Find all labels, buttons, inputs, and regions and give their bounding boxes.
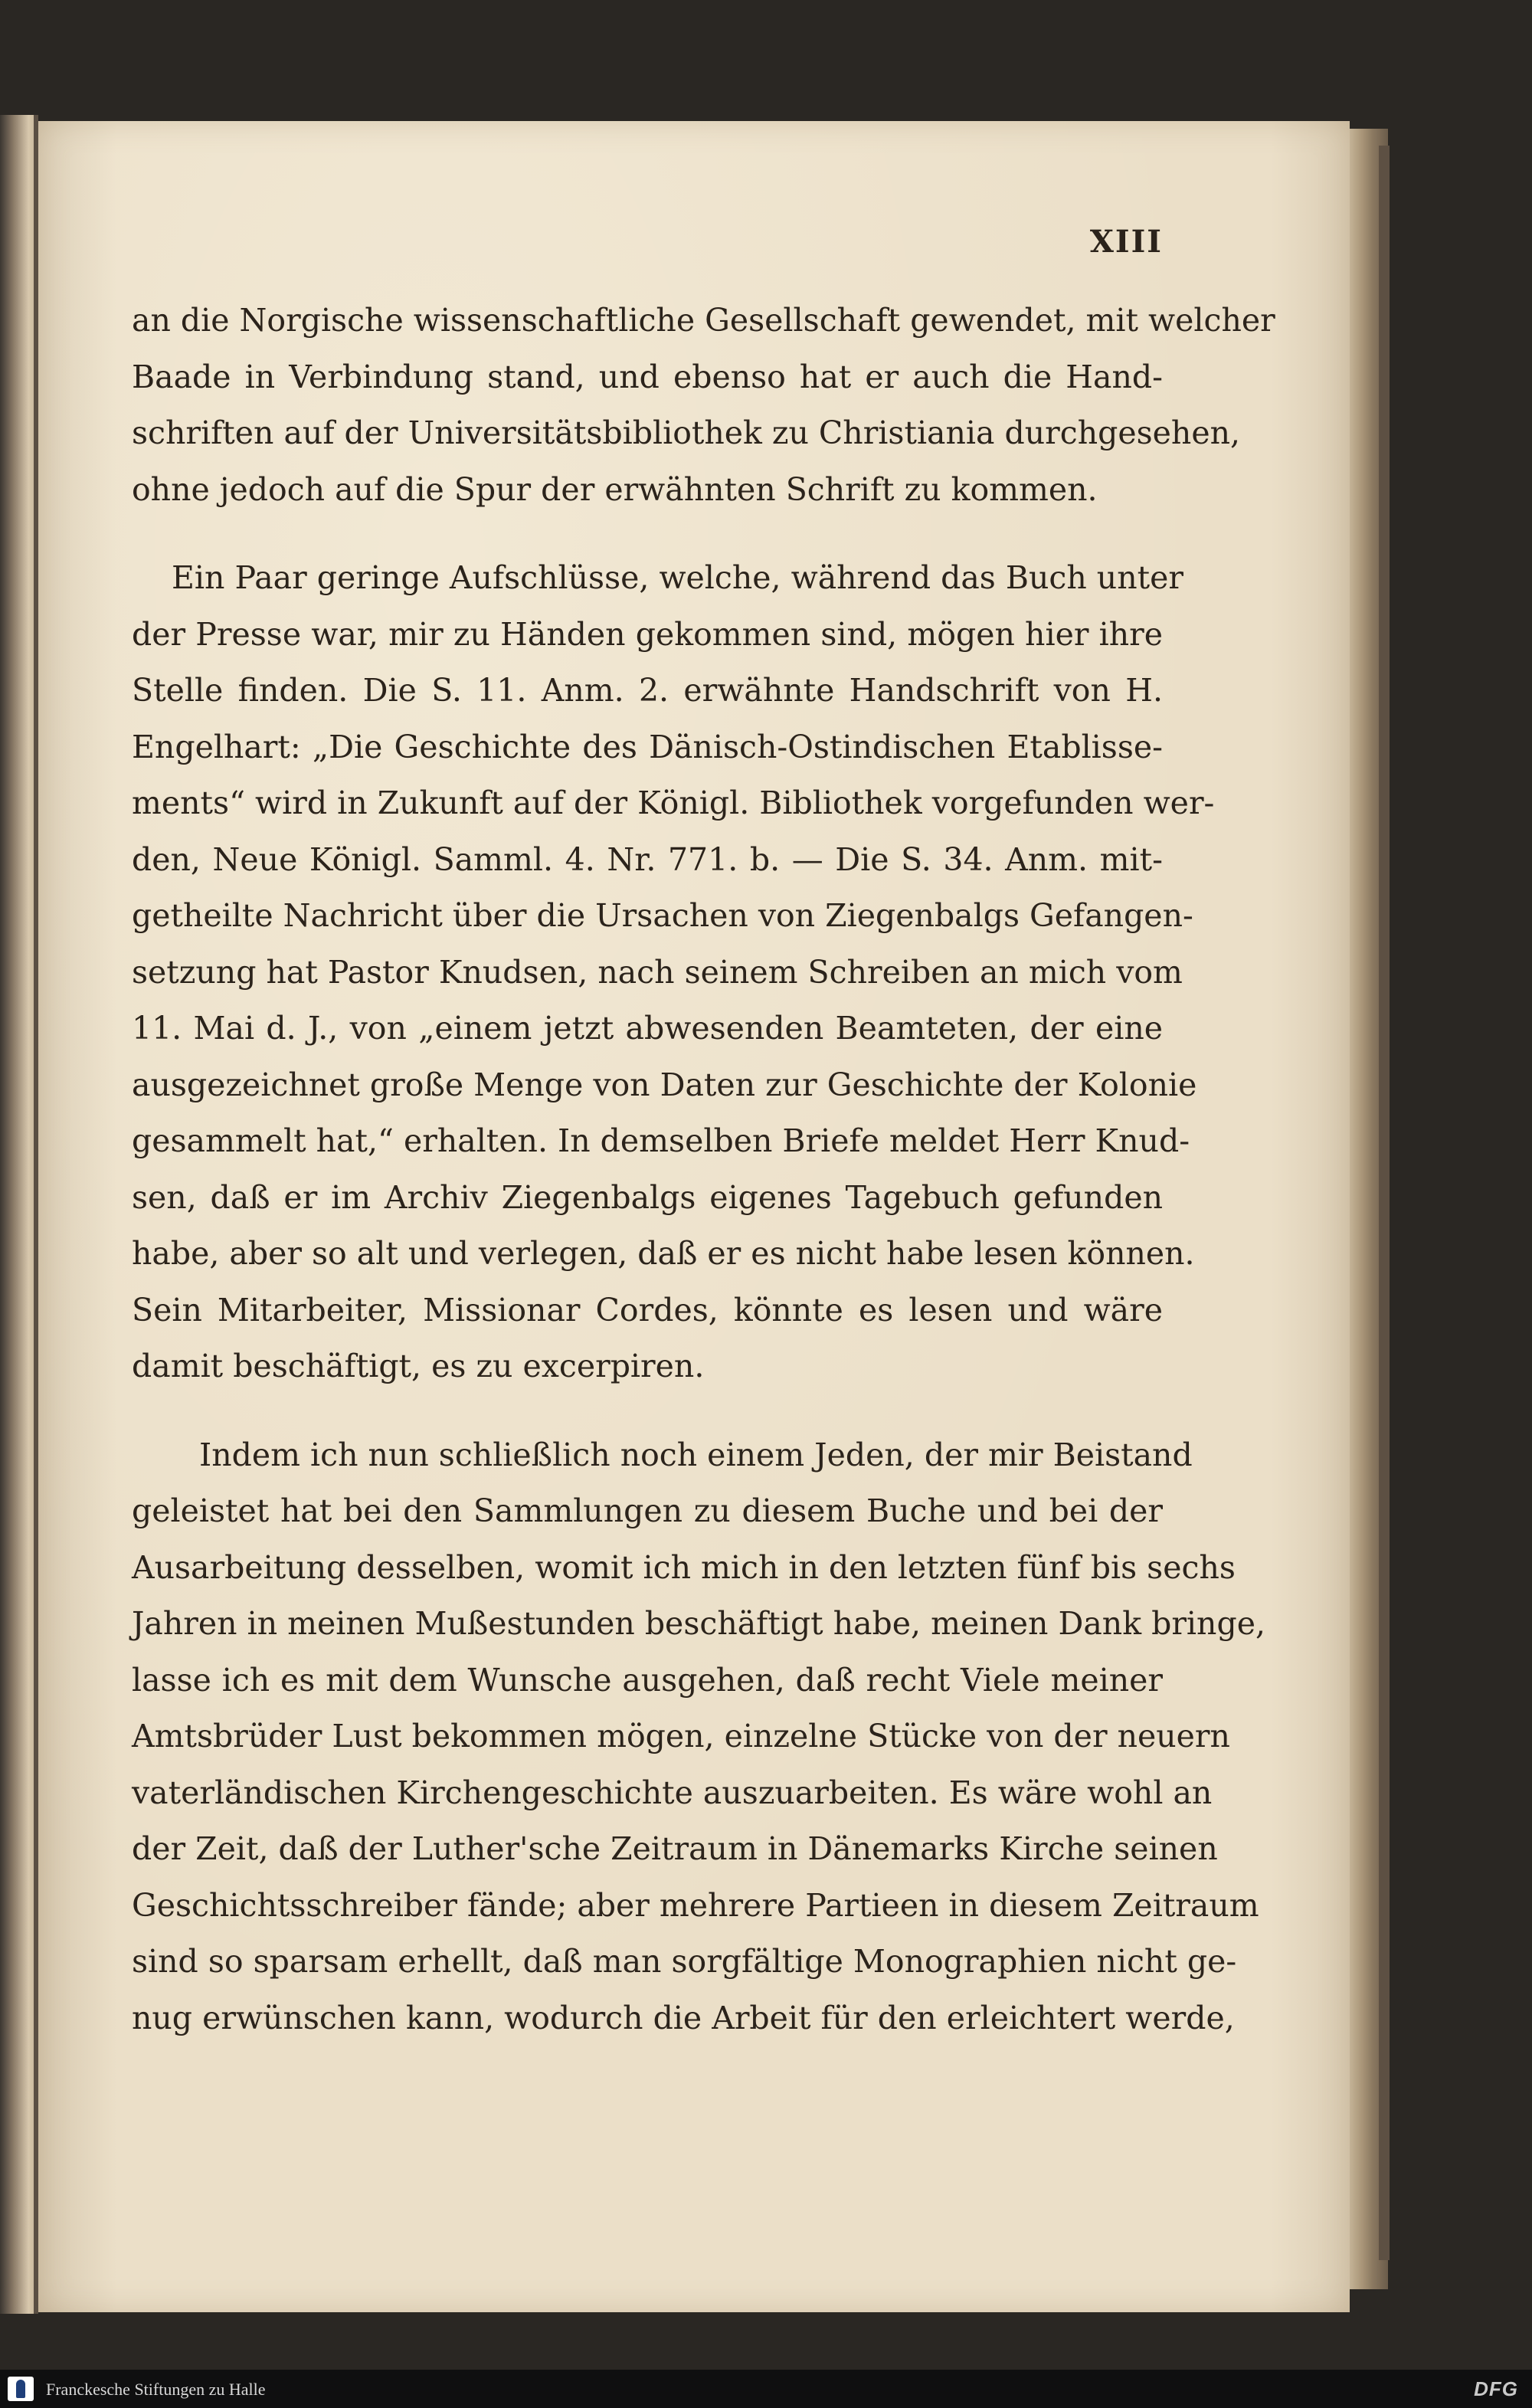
text-line: Ausarbeitung desselben, womit ich mich in den letzten fünf bis sechs — [132, 1548, 1236, 1586]
paragraph-2 — [132, 550, 1215, 1395]
text-line: setzung hat Pastor Knudsen, nach seinem Schreiben an mich vom — [132, 953, 1183, 991]
text-line: ohne jedoch auf die Spur der erwähnten Schrift zu kommen. — [132, 470, 1098, 508]
text-line: Sein Mitarbeiter, Missionar Cordes, könnte es lesen und wäre — [132, 1291, 1163, 1328]
text-line: den, Neue Königl. Samml. 4. Nr. 771. b. — Die S. 34. Anm. mit- — [132, 840, 1163, 878]
text-line: Baade in Verbindung stand, und ebenso hat er auch die Hand- — [132, 358, 1163, 395]
text-line: lasse ich es mit dem Wunsche ausgehen, daß recht Viele meiner — [132, 1661, 1163, 1699]
text-line: Indem ich nun schließlich noch einem Jeden, der mir Beistand — [199, 1436, 1193, 1473]
text-line: geleistet hat bei den Sammlungen zu diesem Buche und bei der — [132, 1492, 1163, 1529]
text-line: Stelle finden. Die S. 11. Anm. 2. erwähnte Handschrift von H. — [132, 672, 1163, 709]
text-line: Jahren in meinen Mußestunden beschäftigt habe, meinen Dank bringe, — [132, 1605, 1265, 1642]
institution-name: Franckesche Stiftungen zu Halle — [46, 2380, 266, 2399]
text-line: an die Norgische wissenschaftliche Gesellschaft gewendet, mit welcher — [132, 302, 1275, 339]
footer-bar — [0, 2370, 1532, 2408]
text-line: sind so sparsam erhellt, daß man sorgfältige Monographien nicht ge- — [132, 1943, 1237, 1980]
text-line: gesammelt hat,“ erhalten. In demselben Briefe meldet Herr Knud- — [132, 1122, 1190, 1159]
text-line: ments“ wird in Zukunft auf der Königl. Bibliothek vorgefunden wer- — [132, 785, 1215, 821]
text-line: der Zeit, daß der Luther'sche Zeitraum in Dänemarks Kirche seinen — [132, 1830, 1218, 1867]
text-line: habe, aber so alt und verlegen, daß er es nicht habe lesen können. — [132, 1235, 1195, 1272]
paragraph-3 — [132, 1427, 1265, 2047]
page-number: XIII — [1089, 224, 1163, 260]
institution-logo-icon — [8, 2377, 34, 2401]
text-line: Ein Paar geringe Aufschlüsse, welche, während das Buch unter — [172, 559, 1183, 596]
text-line: schriften auf der Universitätsbibliothek zu Christiania durchgesehen, — [132, 414, 1241, 451]
text-line: der Presse war, mir zu Händen gekommen sind, mögen hier ihre — [132, 615, 1163, 653]
text-line: vaterländischen Kirchengeschichte auszuarbeiten. Es wäre wohl an — [132, 1774, 1213, 1811]
text-line: getheilte Nachricht über die Ursachen von Ziegenbalgs Gefangen- — [132, 897, 1193, 934]
page-fore-edge-shadow — [1379, 146, 1390, 2260]
body-text — [132, 293, 1275, 2046]
text-line: damit beschäftigt, es zu excerpiren. — [132, 1348, 705, 1384]
text-line: 11. Mai d. J., von „einem jetzt abwesenden Beamteten, der eine — [132, 1010, 1163, 1047]
text-line: ausgezeichnet große Menge von Daten zur Geschichte der Kolonie — [132, 1066, 1197, 1103]
left-page-edge — [0, 115, 34, 2314]
text-line: Amtsbrüder Lust bekommen mögen, einzelne Stücke von der neuern — [132, 1718, 1230, 1754]
text-line: sen, daß er im Archiv Ziegenbalgs eigenes Tagebuch gefunden — [132, 1178, 1163, 1216]
funder-logo: DFG — [1474, 2377, 1518, 2400]
paragraph-1 — [132, 293, 1275, 518]
text-line: nug erwünschen kann, wodurch die Arbeit für den erleichtert werde, — [132, 1999, 1235, 2036]
text-line: Engelhart: „Die Geschichte des Dänisch-Ostindischen Etablisse- — [132, 728, 1163, 765]
text-line: Geschichtsschreiber fände; aber mehrere Partieen in diesem Zeitraum — [132, 1886, 1259, 1924]
